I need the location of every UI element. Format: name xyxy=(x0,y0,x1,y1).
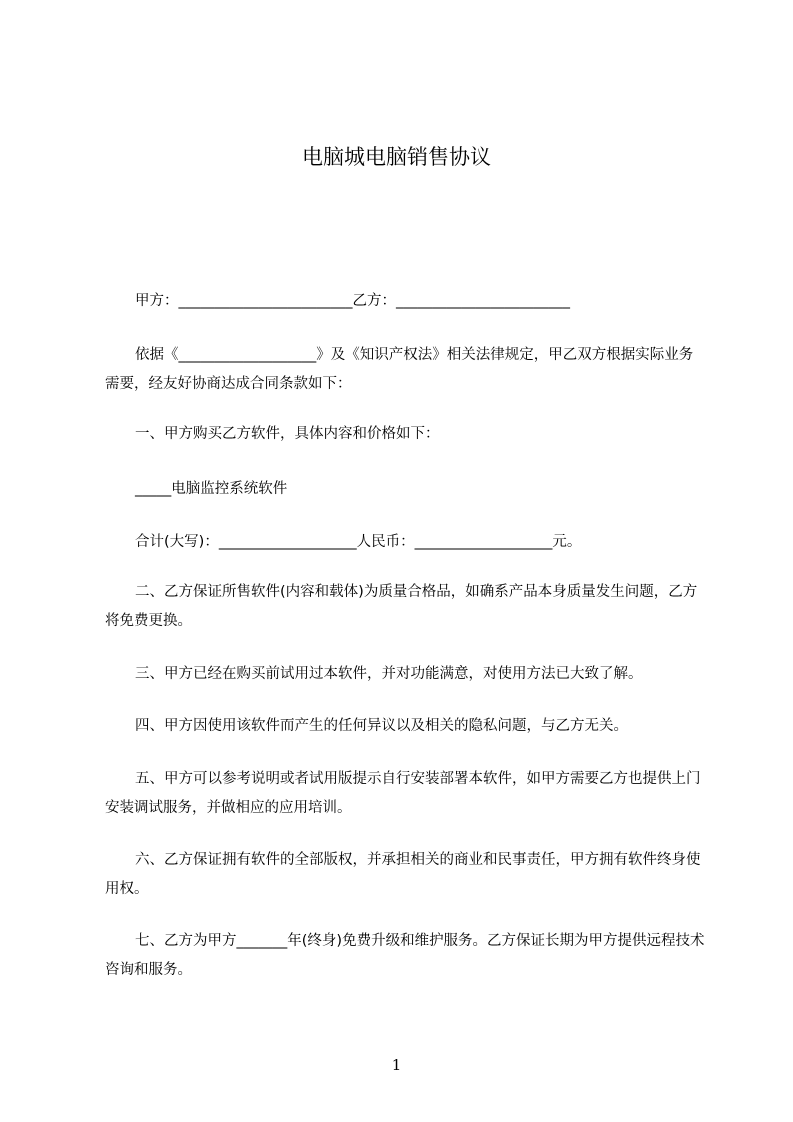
clause-1-item: _____电脑监控系统软件 xyxy=(135,481,288,497)
parties-line xyxy=(135,291,705,311)
clause-7: 七、乙方为甲方_______年(终身)免费升级和维护服务。乙方保证长期为甲方提供远程技术咨询和服务。 xyxy=(105,933,705,978)
clause-1: 一、甲方购买乙方软件，具体内容和价格如下： xyxy=(135,426,440,442)
party-a-field: 甲方：________________________ xyxy=(135,293,353,309)
clause-5: 五、甲方可以参考说明或者试用版提示自行安装部署本软件，如甲方需要乙方也提供上门安装调试服务，并做相应的应用培训。 xyxy=(105,771,701,816)
document-title: 电脑城电脑销售协议 xyxy=(302,145,491,169)
clause-6: 六、乙方保证拥有软件的全部版权，并承担相关的商业和民事责任，甲方拥有软件终身使用权。 xyxy=(105,852,701,897)
clause-2: 二、乙方保证所售软件(内容和载体)为质量合格品，如确系产品本身质量发生问题，乙方将免费更换。 xyxy=(105,584,698,629)
page-number: 1 xyxy=(391,1056,402,1074)
clause-4: 四、甲方因使用该软件而产生的任何异议以及相关的隐私问题，与乙方无关。 xyxy=(135,718,628,734)
party-b-field: 乙方：________________________ xyxy=(352,293,570,309)
clause-3: 三、甲方已经在购买前试用过本软件，并对功能满意，对使用方法已大致了解。 xyxy=(135,666,643,682)
intro-paragraph: 依据《___________________》及《知识产权法》相关法律规定，甲乙双方根据实际业务需要，经友好协商达成合同条款如下： xyxy=(105,347,694,392)
clause-1-total: 合计(大写)：___________________人民币：___________________元。 xyxy=(135,534,582,550)
